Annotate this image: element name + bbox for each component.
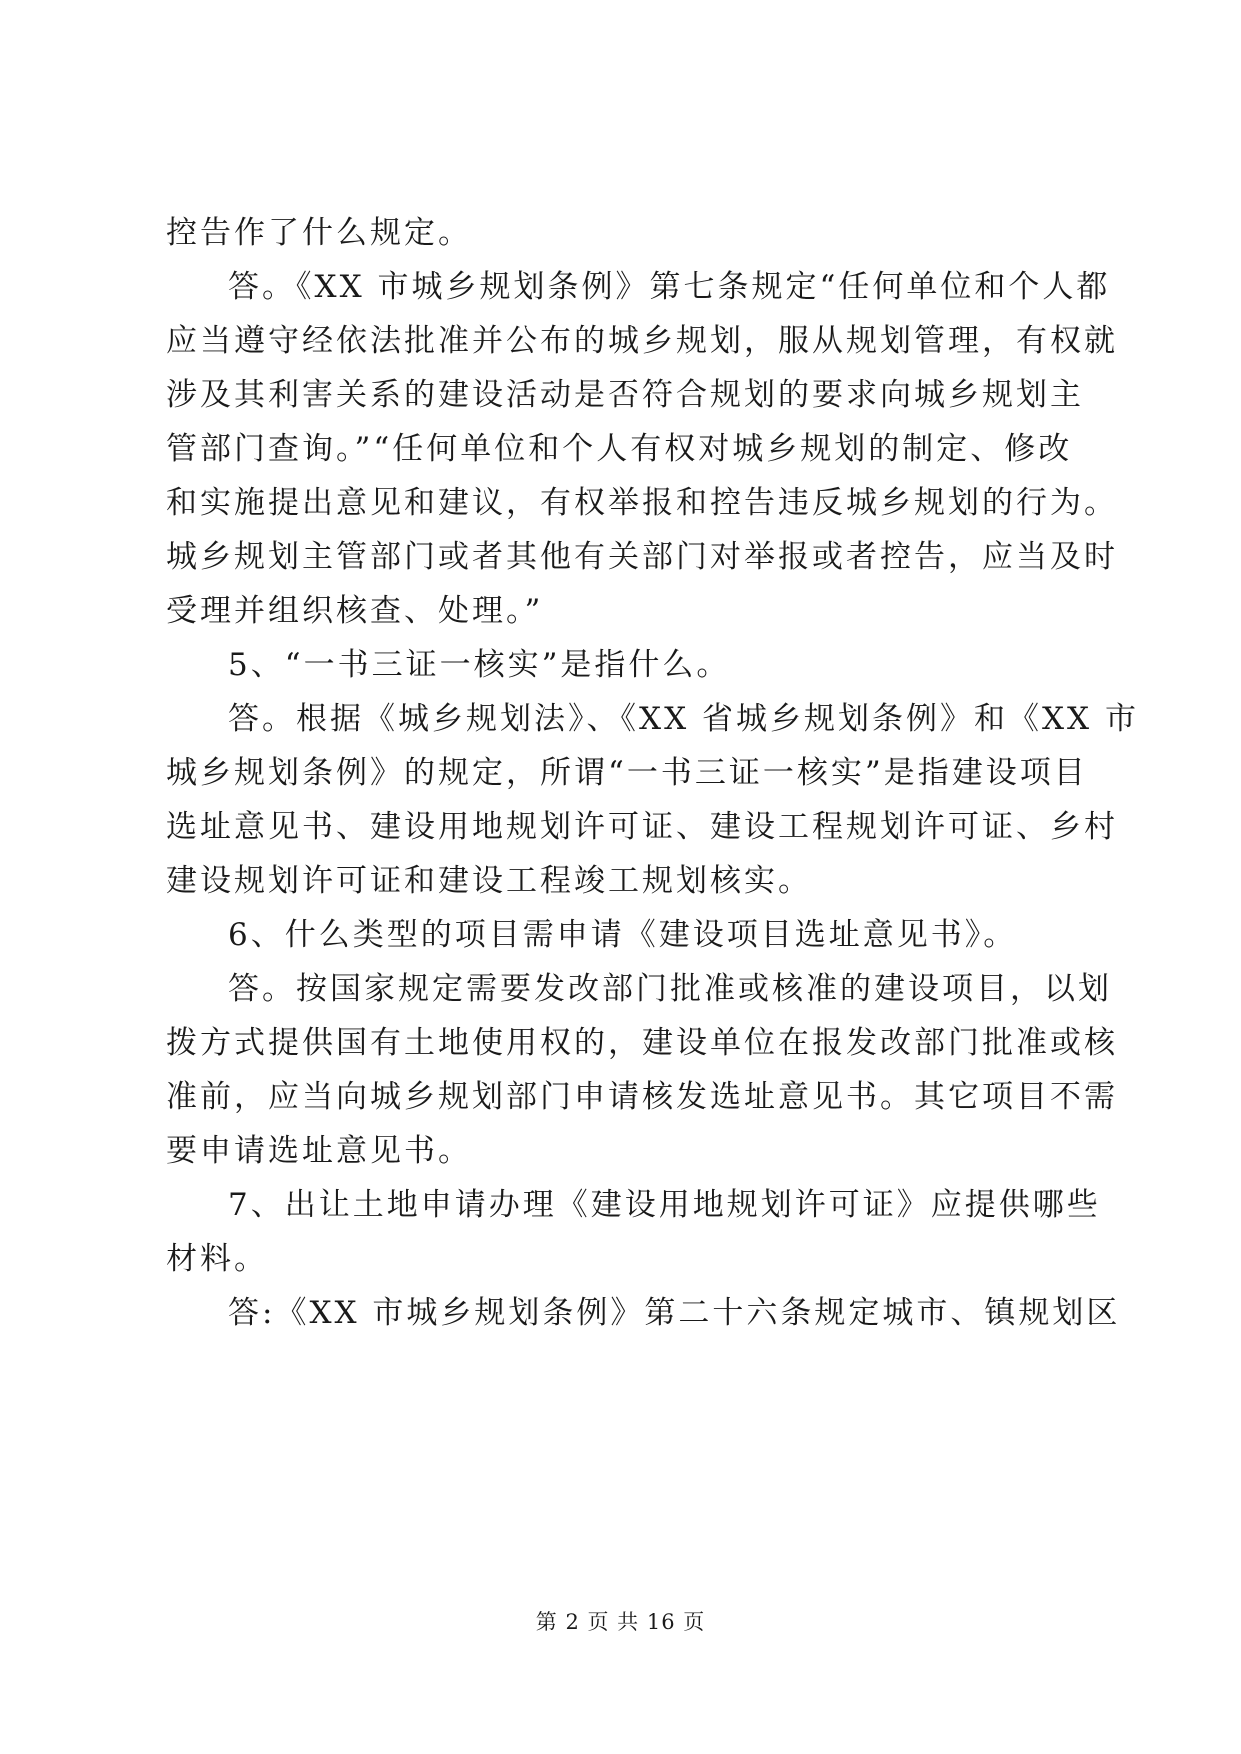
text-line-12: 选址意见书、建设用地规划许可证、建设工程规划许可证、乡村 [166, 809, 1118, 845]
text-line-4: 涉及其利害关系的建设活动是否符合规划的要求向城乡规划主 [166, 377, 1084, 413]
text-line-1: 控告作了什么规定。 [166, 215, 472, 251]
text-line-11: 城乡规划条例》的规定，所谓“一书三证一核实”是指建设项目 [166, 755, 1088, 791]
text-line-13: 建设规划许可证和建设工程竣工规划核实。 [166, 863, 812, 899]
text-line-20: 材料。 [166, 1241, 268, 1277]
text-line-3: 应当遵守经依法批准并公布的城乡规划，服从规划管理，有权就 [166, 323, 1118, 359]
text-line-9: 5、“一书三证一核实”是指什么。 [228, 647, 731, 683]
text-line-2: 答。《XX 市城乡规划条例》第七条规定“任何单位和个人都 [228, 269, 1111, 305]
text-line-17: 准前，应当向城乡规划部门申请核发选址意见书。其它项目不需 [166, 1079, 1118, 1115]
text-line-10: 答。根据《城乡规划法》、《XX 省城乡规划条例》和《XX 市 [228, 701, 1139, 737]
text-line-5: 管部门查询。”“任何单位和个人有权对城乡规划的制定、修改 [166, 431, 1073, 467]
text-line-21: 答:《XX 市城乡规划条例》第二十六条规定城市、镇规划区 [228, 1295, 1121, 1331]
page-number-footer: 第 2 页 共 16 页 [535, 1610, 706, 1634]
text-line-18: 要申请选址意见书。 [166, 1133, 472, 1169]
text-line-19: 7、出让土地申请办理《建设用地规划许可证》应提供哪些 [228, 1187, 1101, 1223]
text-line-6: 和实施提出意见和建议，有权举报和控告违反城乡规划的行为。 [166, 485, 1118, 521]
text-line-8: 受理并组织核查、处理。” [166, 593, 544, 629]
text-line-7: 城乡规划主管部门或者其他有关部门对举报或者控告，应当及时 [166, 539, 1118, 575]
text-line-15: 答。按国家规定需要发改部门批准或核准的建设项目，以划 [228, 971, 1112, 1007]
text-line-16: 拨方式提供国有土地使用权的，建设单位在报发改部门批准或核 [166, 1025, 1118, 1061]
text-line-14: 6、什么类型的项目需申请《建设项目选址意见书》。 [228, 917, 1018, 953]
